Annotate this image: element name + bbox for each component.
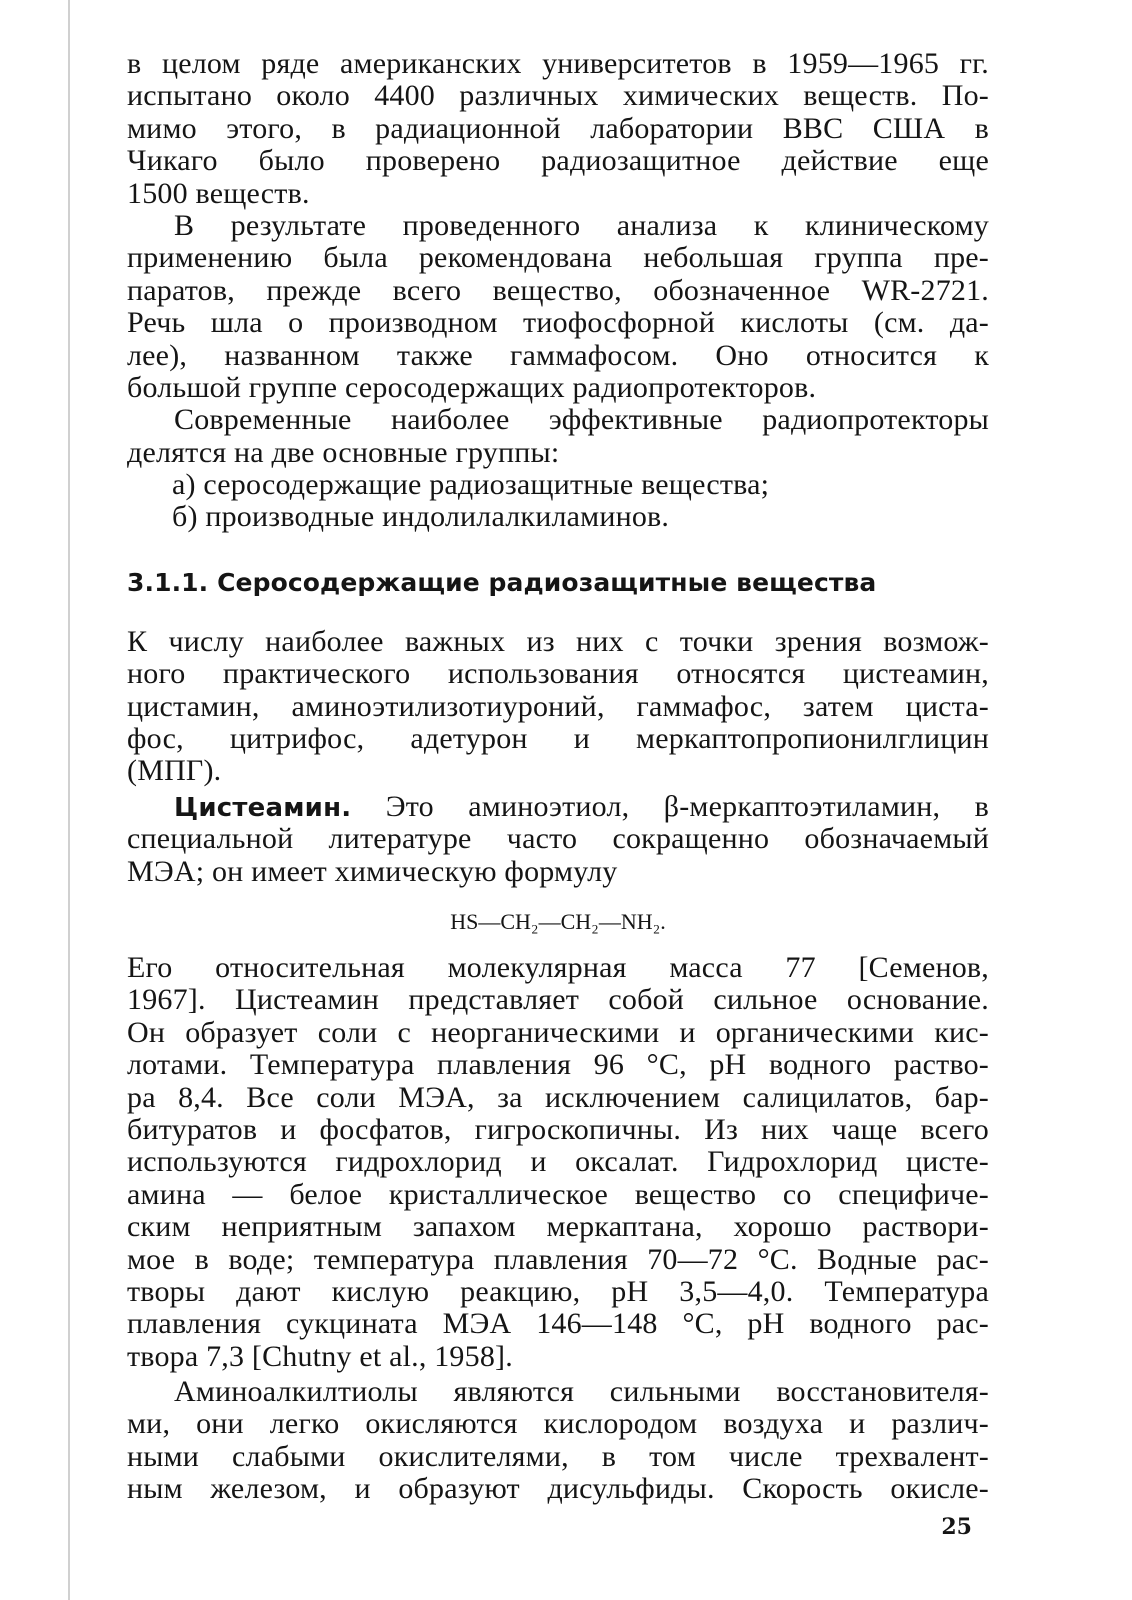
- paragraph-6: [127, 952, 989, 1373]
- section-heading: 3.1.1. Серосодержащие радиозащитные вещества: [127, 567, 877, 597]
- page-number: 25: [941, 1514, 972, 1540]
- text-line: плавления сукцината МЭА 146—148 °С, рН водного рас-: [127, 1307, 989, 1341]
- term-cysteamine: Цистеамин.: [174, 792, 352, 823]
- paragraph-3: [127, 404, 989, 469]
- text-line: применению была рекомендована небольшая группа пре-: [127, 241, 989, 275]
- text-line: лее), названном также гаммафосом. Оно относится к: [127, 338, 989, 372]
- text-line: ми, они легко окисляются кислородом воздуха и различ-: [127, 1407, 989, 1441]
- text-line: ными слабыми окислителями, в том числе трехвалент-: [127, 1439, 989, 1473]
- text-line: мимо этого, в радиационной лаборатории ВВС США в: [127, 111, 989, 145]
- text-line: битуратов и фосфатов, гигроскопичны. Из них чаще всего: [127, 1112, 989, 1146]
- list-item: б) производные индолилалкиламинов.: [172, 500, 670, 534]
- text-line: твора 7,3 [Chutny et al., 1958].: [127, 1339, 513, 1373]
- paragraph-7: [127, 1376, 989, 1506]
- text-fragment: Это аминоэтиол, β-меркаптоэтиламин, в: [351, 789, 989, 823]
- text-line: в целом ряде американских университетов в 1959—1965 гг.: [127, 47, 989, 80]
- text-line: паратов, прежде всего вещество, обозначенное WR-2721.: [127, 273, 989, 307]
- text-line: (МПГ).: [127, 754, 222, 788]
- text-line: используются гидрохлорид и оксалат. Гидрохлорид цисте-: [127, 1145, 989, 1179]
- chemical-formula: HS—CH₂—CH₂—NH₂.: [450, 908, 666, 934]
- text-line: ра 8,4. Все соли МЭА, за исключением салицилатов, бар-: [127, 1080, 989, 1114]
- paragraph-5: [127, 791, 989, 888]
- text-line: ного практического использования относятся цистеамин,: [127, 657, 989, 691]
- text-line: лотами. Температура плавления 96 °С, рН водного раство-: [127, 1048, 989, 1082]
- text-line: испытано около 4400 различных химических веществ. По-: [127, 79, 989, 113]
- text-line: МЭА; он имеет химическую формулу: [127, 854, 618, 888]
- text-line: 1500 веществ.: [127, 176, 310, 210]
- paragraph-1: [127, 48, 989, 210]
- text-line: делятся на две основные группы:: [127, 435, 560, 469]
- page-body: [127, 48, 989, 1506]
- text-line: В результате проведенного анализа к клиническому: [174, 208, 989, 242]
- book-page: [68, 0, 1068, 1600]
- text-line: творы дают кислую реакцию, рН 3,5—4,0. Температура: [127, 1274, 989, 1308]
- text-line: К числу наиболее важных из них с точки зрения возмож-: [127, 624, 989, 658]
- text-line: фос, цитрифос, адетурон и меркаптопропионилглицин: [127, 722, 989, 756]
- text-line: Его относительная молекулярная масса 77 [Семенов,: [127, 950, 989, 984]
- paragraph-2: [127, 210, 989, 404]
- text-line: цистамин, аминоэтилизотиуроний, гаммафос, затем циста-: [127, 689, 989, 723]
- text-line: Речь шла о производном тиофосфорной кислоты (см. да-: [127, 306, 989, 340]
- text-line: ским неприятным запахом меркаптана, хорошо раствори-: [127, 1210, 989, 1244]
- paragraph-4: [127, 626, 989, 788]
- text-line: Чикаго было проверено радиозащитное действие еще: [127, 144, 989, 178]
- text-line: Аминоалкилтиолы являются сильными восстановителя-: [174, 1375, 989, 1409]
- list-item: а) серосодержащие радиозащитные вещества;: [172, 468, 770, 502]
- text-line: мое в воде; температура плавления 70—72 °С. Водные рас-: [127, 1242, 989, 1276]
- text-line: большой группе серосодержащих радиопротекторов.: [127, 370, 817, 404]
- text-line: 1967]. Цистеамин представляет собой сильное основание.: [127, 983, 989, 1017]
- text-line: специальной литературе часто сокращенно обозначаемый: [127, 822, 989, 856]
- text-line: [127, 791, 989, 823]
- group-list: [127, 469, 989, 534]
- text-line: ным железом, и образуют дисульфиды. Скорость окисле-: [127, 1472, 989, 1506]
- text-line: Современные наиболее эффективные радиопротекторы: [174, 403, 989, 437]
- text-line: Он образует соли с неорганическими и органическими кис-: [127, 1015, 989, 1049]
- text-line: амина — белое кристаллическое вещество со специфиче-: [127, 1177, 989, 1211]
